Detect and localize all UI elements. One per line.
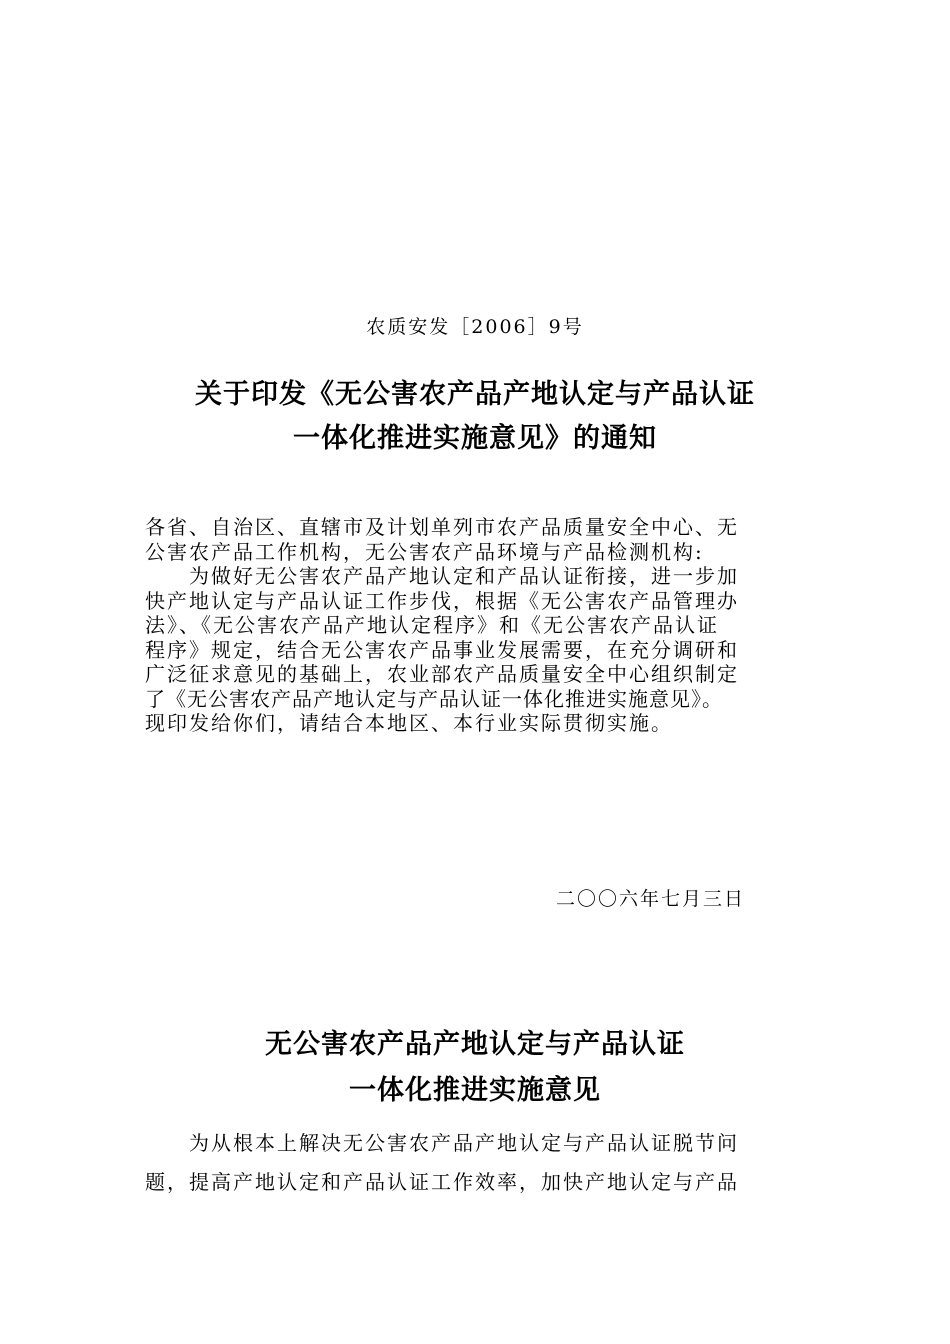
opinion-body-line: 题，提高产地认定和产品认证工作效率，加快产地认定与产品 <box>145 1170 739 1194</box>
notice-body-line: 了《无公害农产品产地认定与产品认证一体化推进实施意见》。 <box>145 686 723 711</box>
issue-date: 二〇〇六年七月三日 <box>556 888 746 910</box>
opinion-title-line-1: 无公害农产品产地认定与产品认证 <box>265 1029 685 1060</box>
document-number: 农质安发［2006］9号 <box>366 316 584 338</box>
opinion-body <box>145 1124 815 1202</box>
notice-body <box>145 515 815 736</box>
notice-body-line: 程序》规定，结合无公害农产品事业发展需要，在充分调研和 <box>145 637 739 662</box>
notice-body-line: 各省、自治区、直辖市及计划单列市农产品质量安全中心、无 <box>145 515 739 539</box>
notice-body-line: 法》、《无公害农产品产地认定程序》和《无公害农产品认证 <box>145 613 719 637</box>
opinion-title-line-2: 一体化推进实施意见 <box>349 1075 601 1106</box>
notice-body-line: 为做好无公害农产品产地认定和产品认证衔接，进一步加 <box>189 564 739 588</box>
notice-body-line: 快产地认定与产品认证工作步伐，根据《无公害农产品管理办 <box>145 588 739 613</box>
notice-body-line: 公害农产品工作机构，无公害农产品环境与产品检测机构: <box>145 539 704 564</box>
notice-body-line: 广泛征求意见的基础上，农业部农产品质量安全中心组织制定 <box>145 662 739 686</box>
notice-title-line-1: 关于印发《无公害农产品产地认定与产品认证 <box>195 379 755 410</box>
notice-body-line: 现印发给你们，请结合本地区、本行业实际贯彻实施。 <box>145 711 673 735</box>
notice-title-line-2: 一体化推进实施意见》的通知 <box>293 423 657 454</box>
opinion-body-line: 为从根本上解决无公害农产品产地认定与产品认证脱节问 <box>189 1131 739 1155</box>
